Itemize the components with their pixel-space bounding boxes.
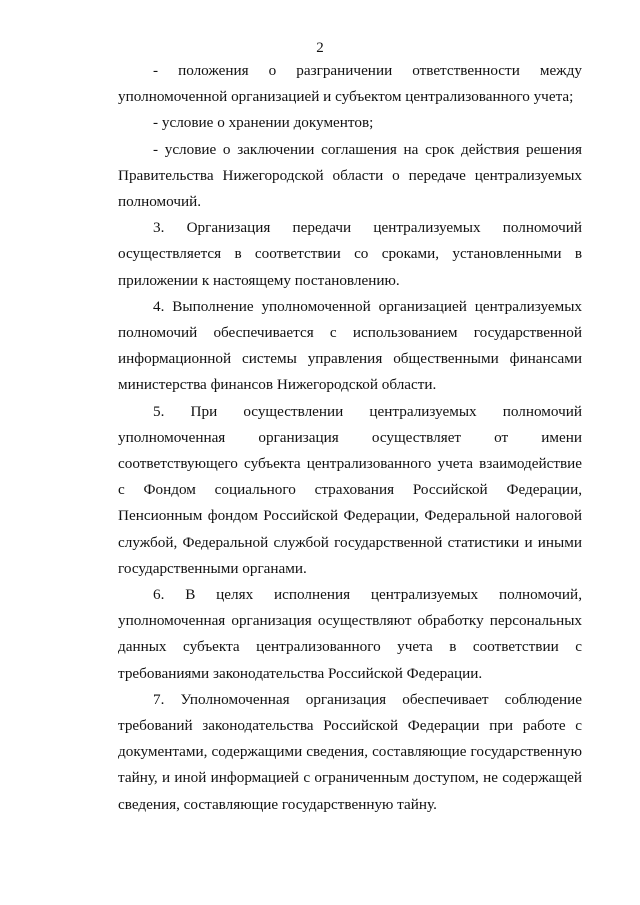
paragraph-6-personal-data: 6. В целях исполнения централизуемых полномочий, уполномоченная организация осуществляют обработку персональных данных субъекта централизованного учета в соответствии с требованиями законодательства Российской Федерации. [118, 586, 582, 682]
paragraph-3-transfer-organization: 3. Организация передачи централизуемых полномочий осуществляется в соответствии со сроками, установленными в приложении к настоящему постановлению. [118, 219, 582, 289]
document-body [118, 58, 582, 818]
paragraph-5-interaction-with-agencies: 5. При осуществлении централизуемых полномочий уполномоченная организация осуществляет от имени соответствующего субъекта централизованного учета взаимодействие с Фондом социального страхования Российской Федерации, Пенсионным фондом Российской Федерации, Федеральной налоговой службой, Федеральной службой государственной статистики и иными государственными органами. [118, 402, 582, 577]
page-number: 2 [316, 40, 324, 56]
paragraph-agreement-term: - условие о заключении соглашения на срок действия решения Правительства Нижегородской области о передаче централизуемых полномочий. [118, 140, 582, 211]
paragraph-responsibility-delimitation: - положения о разграничении ответственности между уполномоченной организацией и субъектом централизованного учета; [118, 62, 582, 106]
paragraph-7-state-secret: 7. Уполномоченная организация обеспечивает соблюдение требований законодательства Российской Федерации при работе с документами, содержащими сведения, составляющие государственную тайну, и иной информацией с ограниченным доступом, не содержащей сведения, составляющие государственную тайну. [118, 690, 582, 813]
paragraph-document-storage: - условие о хранении документов; [153, 114, 374, 132]
paragraph-4-information-system: 4. Выполнение уполномоченной организацией централизуемых полномочий обеспечивается с использованием государственной информационной системы управления общественными финансами министерства финансов Нижегородской области. [118, 297, 582, 394]
